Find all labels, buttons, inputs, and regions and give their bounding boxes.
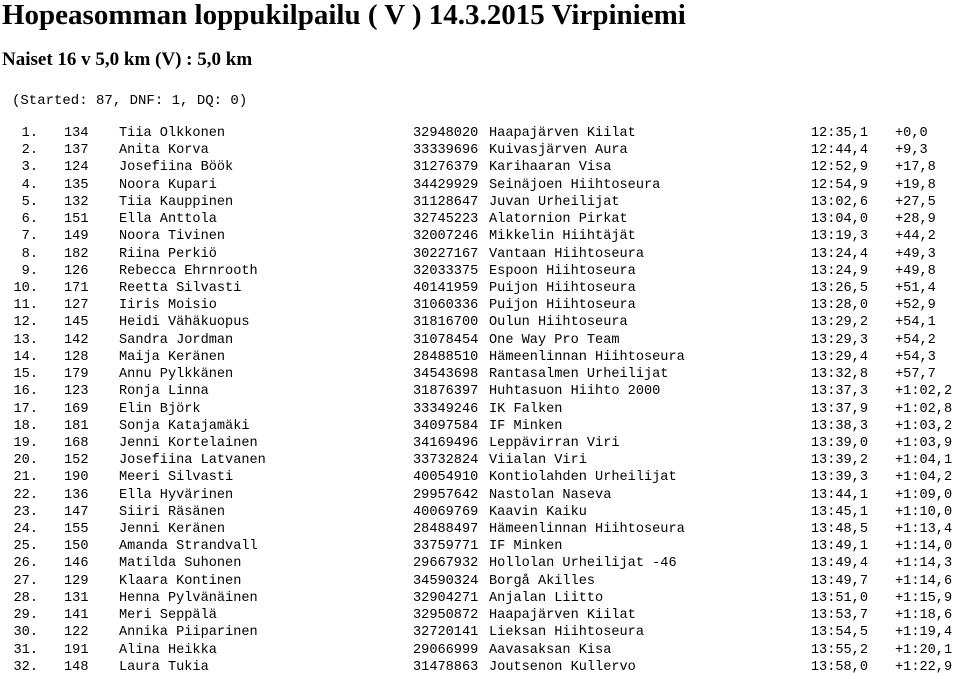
result-diff: +1:14,6 — [895, 573, 953, 589]
result-bib: 132 — [64, 194, 89, 210]
result-club: IF Minken — [489, 418, 563, 434]
result-club: Viialan Viri — [489, 453, 587, 469]
result-diff: +1:04,1 — [895, 453, 953, 469]
result-diff: +1:09,0 — [895, 487, 953, 503]
result-club: Vantaan Hiihtoseura — [489, 246, 644, 262]
result-name: Riina Perkiö — [119, 246, 217, 262]
result-diff: +1:18,6 — [895, 608, 953, 624]
result-name: Tiia Kauppinen — [119, 194, 234, 210]
result-license-id: 29667932 — [413, 556, 479, 572]
result-time: 13:48,5 — [810, 522, 868, 538]
result-diff: +19,8 — [895, 177, 936, 193]
result-place: 6. — [21, 212, 38, 228]
result-name: Sandra Jordman — [119, 332, 234, 348]
result-license-id: 32033375 — [413, 263, 479, 279]
result-time: 13:24,4 — [810, 246, 868, 262]
result-name: Iiris Moisio — [119, 298, 217, 314]
result-place: 12. — [13, 315, 38, 331]
result-time: 12:44,4 — [810, 143, 868, 159]
result-time: 13:38,3 — [810, 418, 868, 434]
result-diff: +57,7 — [895, 367, 936, 383]
result-name: Reetta Silvasti — [119, 280, 242, 296]
result-club: Juvan Urheilijat — [489, 194, 620, 210]
result-diff: +54,3 — [895, 349, 936, 365]
result-bib: 126 — [64, 263, 89, 279]
result-row — [0, 125, 960, 142]
result-time: 13:28,0 — [810, 298, 868, 314]
result-name: Annika Piiparinen — [119, 625, 258, 641]
result-place: 10. — [13, 280, 38, 296]
result-club: IK Falken — [489, 401, 563, 417]
result-license-id: 32950872 — [413, 608, 479, 624]
result-club: Huhtasuon Hiihto 2000 — [489, 384, 661, 400]
result-place: 16. — [13, 384, 38, 400]
result-bib: 142 — [64, 332, 89, 348]
result-name: Matilda Suhonen — [119, 556, 242, 572]
result-license-id: 31478863 — [413, 659, 479, 675]
result-club: Hämeenlinnan Hiihtoseura — [489, 522, 685, 538]
result-bib: 169 — [64, 401, 89, 417]
result-bib: 152 — [64, 453, 89, 469]
result-diff: +1:15,9 — [895, 590, 953, 606]
result-club: Kuivasjärven Aura — [489, 143, 628, 159]
result-bib: 127 — [64, 298, 89, 314]
result-time: 13:49,1 — [810, 539, 868, 555]
result-bib: 171 — [64, 280, 89, 296]
result-name: Josefiina Böök — [119, 160, 234, 176]
result-license-id: 28488510 — [413, 349, 479, 365]
result-place: 25. — [13, 539, 38, 555]
result-time: 13:55,2 — [810, 642, 868, 658]
result-diff: +51,4 — [895, 280, 936, 296]
result-diff: +1:14,0 — [895, 539, 953, 555]
result-time: 13:45,1 — [810, 504, 868, 520]
result-license-id: 34097584 — [413, 418, 479, 434]
result-row — [0, 142, 960, 159]
result-license-id: 32720141 — [413, 625, 479, 641]
result-bib: 146 — [64, 556, 89, 572]
result-license-id: 33349246 — [413, 401, 479, 417]
result-bib: 131 — [64, 590, 89, 606]
result-bib: 136 — [64, 487, 89, 503]
result-time: 13:32,8 — [810, 367, 868, 383]
result-name: Maija Keränen — [119, 349, 226, 365]
result-row — [0, 177, 960, 194]
result-time: 13:29,2 — [810, 315, 868, 331]
result-diff: +17,8 — [895, 160, 936, 176]
result-bib: 137 — [64, 143, 89, 159]
result-name: Sonja Katajamäki — [119, 418, 250, 434]
result-license-id: 34429929 — [413, 177, 479, 193]
result-license-id: 32948020 — [413, 126, 479, 141]
result-diff: +1:02,2 — [895, 384, 953, 400]
result-bib: 135 — [64, 177, 89, 193]
result-time: 13:51,0 — [810, 590, 868, 606]
result-place: 8. — [21, 246, 38, 262]
result-club: Puijon Hiihtoseura — [489, 280, 636, 296]
result-license-id: 29066999 — [413, 642, 479, 658]
result-club: One Way Pro Team — [489, 332, 620, 348]
result-license-id: 31276379 — [413, 160, 479, 176]
result-diff: +1:02,8 — [895, 401, 953, 417]
result-bib: 149 — [64, 229, 89, 245]
result-name: Ella Anttola — [119, 212, 217, 228]
result-name: Alina Heikka — [119, 642, 217, 658]
result-name: Ella Hyvärinen — [119, 487, 234, 503]
result-place: 18. — [13, 418, 38, 434]
result-bib: 123 — [64, 384, 89, 400]
result-name: Annu Pylkkänen — [119, 367, 234, 383]
result-club: Puijon Hiihtoseura — [489, 298, 636, 314]
result-place: 2. — [21, 143, 38, 159]
result-name: Henna Pylvänäinen — [119, 590, 258, 606]
result-row — [0, 211, 960, 228]
result-row — [0, 280, 960, 297]
result-row — [0, 228, 960, 245]
result-club: Kaavin Kaiku — [489, 504, 587, 520]
result-row — [0, 383, 960, 400]
result-row — [0, 521, 960, 538]
result-name: Meri Seppälä — [119, 608, 217, 624]
result-place: 9. — [21, 263, 38, 279]
result-license-id: 30227167 — [413, 246, 479, 262]
result-diff: +1:14,3 — [895, 556, 953, 572]
result-time: 13:26,5 — [810, 280, 868, 296]
result-diff: +28,9 — [895, 212, 936, 228]
result-club: Hollolan Urheilijat -46 — [489, 556, 677, 572]
result-row — [0, 573, 960, 590]
result-name: Meeri Silvasti — [119, 470, 234, 486]
result-license-id: 34169496 — [413, 435, 479, 451]
result-time: 13:19,3 — [810, 229, 868, 245]
result-row — [0, 418, 960, 435]
result-diff: +49,3 — [895, 246, 936, 262]
result-diff: +1:19,4 — [895, 625, 953, 641]
page-title: Hopeasomman loppukilpailu ( V ) 14.3.2015 Virpiniemi — [2, 0, 686, 31]
result-name: Rebecca Ehrnrooth — [119, 263, 258, 279]
result-row — [0, 263, 960, 280]
result-row — [0, 624, 960, 641]
result-club: Kontiolahden Urheilijat — [489, 470, 677, 486]
result-bib: 141 — [64, 608, 89, 624]
result-club: Haapajärven Kiilat — [489, 608, 636, 624]
result-row — [0, 314, 960, 331]
result-bib: 134 — [64, 126, 89, 141]
result-time: 13:37,3 — [810, 384, 868, 400]
result-row — [0, 159, 960, 176]
result-bib: 182 — [64, 246, 89, 262]
result-row — [0, 659, 960, 676]
result-license-id: 34590324 — [413, 573, 479, 589]
result-place: 23. — [13, 504, 38, 520]
result-place: 17. — [13, 401, 38, 417]
result-time: 13:39,3 — [810, 470, 868, 486]
result-place: 32. — [13, 659, 38, 675]
result-bib: 148 — [64, 659, 89, 675]
result-diff: +1:03,2 — [895, 418, 953, 434]
result-club: Oulun Hiihtoseura — [489, 315, 628, 331]
result-license-id: 40069769 — [413, 504, 479, 520]
result-bib: 145 — [64, 315, 89, 331]
result-row — [0, 366, 960, 383]
result-license-id: 40054910 — [413, 470, 479, 486]
result-place: 30. — [13, 625, 38, 641]
result-row — [0, 538, 960, 555]
result-bib: 191 — [64, 642, 89, 658]
result-place: 20. — [13, 453, 38, 469]
result-time: 12:52,9 — [810, 160, 868, 176]
started-summary: (Started: 87, DNF: 1, DQ: 0) — [12, 93, 248, 109]
result-place: 4. — [21, 177, 38, 193]
result-name: Klaara Kontinen — [119, 573, 242, 589]
result-club: Seinäjoen Hiihtoseura — [489, 177, 661, 193]
result-place: 28. — [13, 590, 38, 606]
result-diff: +44,2 — [895, 229, 936, 245]
result-club: Hämeenlinnan Hiihtoseura — [489, 349, 685, 365]
result-row — [0, 469, 960, 486]
result-club: Leppävirran Viri — [489, 435, 620, 451]
result-name: Noora Kupari — [119, 177, 217, 193]
result-bib: 122 — [64, 625, 89, 641]
result-bib: 155 — [64, 522, 89, 538]
result-license-id: 29957642 — [413, 487, 479, 503]
result-place: 22. — [13, 487, 38, 503]
result-bib: 190 — [64, 470, 89, 486]
result-place: 11. — [13, 298, 38, 314]
result-place: 19. — [13, 435, 38, 451]
result-diff: +52,9 — [895, 298, 936, 314]
result-name: Noora Tivinen — [119, 229, 226, 245]
result-place: 1. — [21, 126, 38, 141]
result-place: 5. — [21, 194, 38, 210]
result-place: 15. — [13, 367, 38, 383]
result-license-id: 33339696 — [413, 143, 479, 159]
result-name: Elin Björk — [119, 401, 201, 417]
result-place: 26. — [13, 556, 38, 572]
result-time: 13:37,9 — [810, 401, 868, 417]
result-row — [0, 194, 960, 211]
result-bib: 168 — [64, 435, 89, 451]
result-name: Laura Tukia — [119, 659, 209, 675]
result-license-id: 32904271 — [413, 590, 479, 606]
result-time: 13:39,0 — [810, 435, 868, 451]
result-club: Nastolan Naseva — [489, 487, 612, 503]
result-row — [0, 297, 960, 314]
result-time: 13:54,5 — [810, 625, 868, 641]
result-license-id: 31816700 — [413, 315, 479, 331]
result-time: 13:29,4 — [810, 349, 868, 365]
result-diff: +0,0 — [895, 126, 928, 141]
result-time: 13:04,0 — [810, 212, 868, 228]
result-place: 21. — [13, 470, 38, 486]
result-name: Tiia Olkkonen — [119, 126, 226, 141]
result-club: Karihaaran Visa — [489, 160, 612, 176]
result-bib: 181 — [64, 418, 89, 434]
result-row — [0, 246, 960, 263]
result-club: Lieksan Hiihtoseura — [489, 625, 644, 641]
result-club: Mikkelin Hiihtäjät — [489, 229, 636, 245]
result-row — [0, 504, 960, 521]
result-diff: +49,8 — [895, 263, 936, 279]
result-row — [0, 590, 960, 607]
result-name: Jenni Keränen — [119, 522, 226, 538]
result-time: 13:24,9 — [810, 263, 868, 279]
result-license-id: 33732824 — [413, 453, 479, 469]
result-diff: +27,5 — [895, 194, 936, 210]
result-diff: +1:13,4 — [895, 522, 953, 538]
category-heading: Naiset 16 v 5,0 km (V) : 5,0 km — [2, 49, 253, 70]
result-place: 24. — [13, 522, 38, 538]
result-row — [0, 435, 960, 452]
result-diff: +54,2 — [895, 332, 936, 348]
result-row — [0, 332, 960, 349]
result-name: Heidi Vähäkuopus — [119, 315, 250, 331]
result-bib: 150 — [64, 539, 89, 555]
result-row — [0, 349, 960, 366]
result-license-id: 31060336 — [413, 298, 479, 314]
result-license-id: 32745223 — [413, 212, 479, 228]
result-time: 13:58,0 — [810, 659, 868, 675]
result-club: Borgå Akilles — [489, 573, 596, 589]
result-row — [0, 555, 960, 572]
result-name: Ronja Linna — [119, 384, 209, 400]
result-row — [0, 401, 960, 418]
result-row — [0, 452, 960, 469]
result-bib: 179 — [64, 367, 89, 383]
result-bib: 129 — [64, 573, 89, 589]
result-name: Anita Korva — [119, 143, 209, 159]
result-club: Espoon Hiihtoseura — [489, 263, 636, 279]
result-row — [0, 607, 960, 624]
result-time: 13:44,1 — [810, 487, 868, 503]
result-place: 29. — [13, 608, 38, 624]
result-diff: +1:10,0 — [895, 504, 953, 520]
result-license-id: 33759771 — [413, 539, 479, 555]
result-row — [0, 487, 960, 504]
result-name: Jenni Kortelainen — [119, 435, 258, 451]
result-diff: +1:03,9 — [895, 435, 953, 451]
results-list — [0, 125, 960, 676]
result-license-id: 31876397 — [413, 384, 479, 400]
result-name: Amanda Strandvall — [119, 539, 258, 555]
result-diff: +1:04,2 — [895, 470, 953, 486]
result-time: 12:35,1 — [810, 126, 868, 141]
result-place: 14. — [13, 349, 38, 365]
result-license-id: 31128647 — [413, 194, 479, 210]
result-time: 13:49,4 — [810, 556, 868, 572]
result-name: Siiri Räsänen — [119, 504, 226, 520]
result-time: 13:02,6 — [810, 194, 868, 210]
result-bib: 128 — [64, 349, 89, 365]
result-diff: +1:22,9 — [895, 659, 953, 675]
result-club: Haapajärven Kiilat — [489, 126, 636, 141]
result-bib: 147 — [64, 504, 89, 520]
result-club: Anjalan Liitto — [489, 590, 604, 606]
result-time: 13:49,7 — [810, 573, 868, 589]
result-diff: +1:20,1 — [895, 642, 953, 658]
result-bib: 124 — [64, 160, 89, 176]
result-bib: 151 — [64, 212, 89, 228]
result-time: 13:53,7 — [810, 608, 868, 624]
result-diff: +9,3 — [895, 143, 928, 159]
result-license-id: 28488497 — [413, 522, 479, 538]
result-license-id: 34543698 — [413, 367, 479, 383]
result-place: 7. — [21, 229, 38, 245]
result-diff: +54,1 — [895, 315, 936, 331]
result-time: 13:39,2 — [810, 453, 868, 469]
result-club: Joutsenon Kullervo — [489, 659, 636, 675]
result-license-id: 31078454 — [413, 332, 479, 348]
result-club: Aavasaksan Kisa — [489, 642, 612, 658]
result-club: Alatornion Pirkat — [489, 212, 628, 228]
result-place: 3. — [21, 160, 38, 176]
result-place: 31. — [13, 642, 38, 658]
result-license-id: 32007246 — [413, 229, 479, 245]
result-time: 12:54,9 — [810, 177, 868, 193]
result-row — [0, 642, 960, 659]
result-place: 13. — [13, 332, 38, 348]
result-club: IF Minken — [489, 539, 563, 555]
result-license-id: 40141959 — [413, 280, 479, 296]
result-name: Josefiina Latvanen — [119, 453, 266, 469]
result-place: 27. — [13, 573, 38, 589]
result-time: 13:29,3 — [810, 332, 868, 348]
result-club: Rantasalmen Urheilijat — [489, 367, 669, 383]
